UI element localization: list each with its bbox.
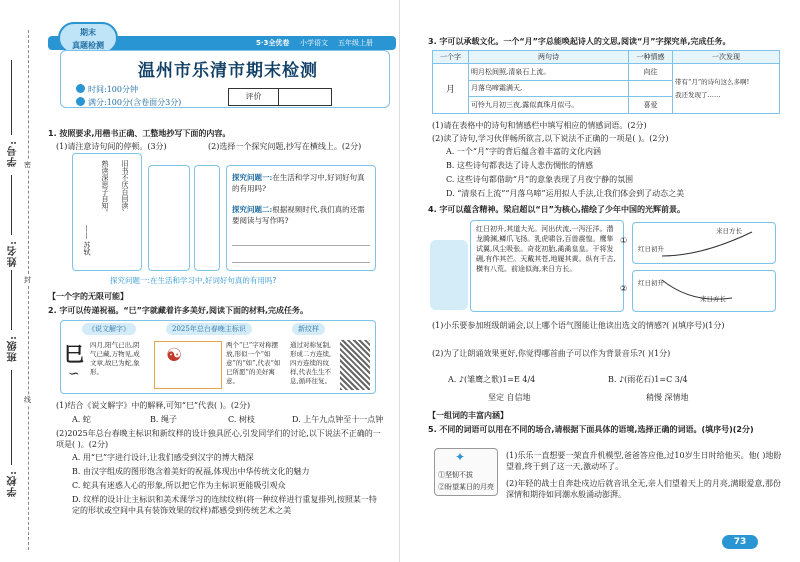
series-label: 5·3全优卷 — [256, 39, 290, 47]
verse-1: 明月松间照,清泉石上流。 — [469, 64, 629, 81]
class-line — [11, 270, 12, 330]
q5-sent-2: (2)年轻的战士自奔赴戍边后就音讯全无,亲人们望着天上的月亮,满眼爱意,那份深情和期待如同潮水般涌动澎湃。 — [506, 479, 781, 499]
poem-line1: 熟读深思子自知。 — [101, 160, 109, 216]
school-line — [11, 370, 12, 465]
q3-opt-a[interactable]: A. 一个“月”字的背后蕴含着丰富的文化内涵 — [446, 147, 602, 156]
char-moon: 月 — [433, 64, 469, 114]
tone-2-num: ② — [620, 284, 628, 293]
eval-box — [228, 88, 332, 106]
ruyi-logo-icon: ☯ — [166, 345, 183, 366]
seal-mi: 密 — [24, 161, 31, 169]
q2-opt-a[interactable]: A. 蛇 — [72, 415, 91, 424]
poem-line2: 旧书不厌百回读, — [121, 160, 129, 212]
q2-stmt-c[interactable]: C. 蛇具有迷惑人心的形象,所以把它作为主标识更能吸引观众 — [72, 481, 286, 490]
time-label: 时间:100分钟 — [88, 85, 138, 94]
tone-graph-2-curve — [632, 270, 776, 312]
q5-sent-1: (1)乐乐一直想要一架直升机模型,爸爸答应他,过10岁生日时给他买。他( )地盼望着,终于到了这一天,激动坏了。 — [506, 451, 782, 471]
tone-1-start: 红日初升 — [638, 245, 664, 253]
col-emotion: 一种情感 — [629, 51, 673, 64]
q3-opt-b[interactable]: B. 这些诗句都表达了诗人悲伤惆怅的情感 — [446, 161, 593, 170]
tab-shuowen: 《说文解字》 — [82, 323, 136, 335]
school-label: 学校: — [8, 470, 19, 497]
explore1-text: 在生活和学习中,好词好句真的有用吗? — [232, 173, 365, 193]
q2-sub2: (2)2025年总台春晚主标识和新纹样的设计独具匠心,引发同学们的讨论,以下说法不正确的一项是( )。(2分) — [56, 429, 381, 449]
music-a-desc: 坚定 自信地 — [488, 393, 531, 402]
discovery-cell — [673, 64, 780, 114]
name-label: 姓名: — [8, 240, 19, 267]
tone-1-num: ① — [620, 236, 628, 245]
explore2-text: 根据视频时代,我们真的还需要阅读与写作吗? — [232, 205, 365, 225]
q2-stmt-b[interactable]: B. 由汉字组成的图形饱含着美好的祝福,体现出中华传统文化的魅力 — [72, 467, 310, 476]
q3-opt-c[interactable]: C. 这些诗句都借助“月”的意象表现了月夜宁静的氛围 — [446, 175, 634, 184]
q2-text: 2. 字可以传递祝福。“巳”字就藏着许多美好,阅读下面的材料,完成任务。 — [48, 306, 308, 315]
q1-caption: 探究问题一:在生活和学习中,好词好句真的有用吗? — [110, 276, 277, 285]
emotion-2[interactable] — [629, 80, 673, 97]
verse-3: 可怜九月初三夜,露似真珠月似弓。 — [469, 97, 629, 114]
col-verses: 两句诗 — [469, 51, 629, 64]
material-3-text: 通过对称复制,形成二方连续,四方连续的纹样,代表生生不息,循环往复。 — [290, 341, 332, 385]
eval-label: 评价 — [229, 89, 279, 105]
spine — [399, 0, 400, 562]
verse-2: 月落乌啼霜满天, — [469, 80, 629, 97]
clock-icon — [76, 84, 85, 93]
kite-icon: ✦ — [455, 450, 466, 464]
material-1-text: 四月,阳气已出,阴气已藏,万物见,成文章,故巳为蛇,象形。 — [90, 341, 140, 376]
answer-line-2[interactable] — [232, 262, 370, 263]
answer-line-1[interactable] — [232, 245, 370, 246]
q2-stmt-d[interactable]: D. 纹样的设计让主标识和美术课学习的连续纹样(将一种纹样进行重复排列,按照某一特定的形状或空间中具有装饰效果的纹样)都感受到传统艺术之美 — [72, 495, 377, 515]
section-1-title: 【一个字的无限可能】 — [48, 291, 128, 301]
moon-table — [432, 50, 780, 114]
section-2-title: 【一组词的丰富内涵】 — [428, 410, 508, 420]
id-line — [11, 60, 12, 135]
subject-label: 小学语文 — [300, 39, 328, 47]
col-discovery: 一次发现 — [673, 51, 780, 64]
badge-line2: 真题检测 — [72, 41, 104, 50]
seal-feng: 封 — [24, 276, 31, 284]
tone-2-start: 红日初升 — [638, 279, 664, 287]
q3-opt-d[interactable]: D. “清泉石上流”“月落乌啼”运用拟人手法,让我们体会到了动态之美 — [446, 189, 685, 198]
copy-grid-1[interactable] — [148, 165, 190, 271]
snake-glyph-icon: ∽ — [68, 366, 80, 382]
col-char: 一个字 — [433, 51, 469, 64]
page-number: 73 — [722, 535, 758, 549]
q4-text: 4. 字可以蕴含精神。梁启超以“日”为核心,描绘了少年中国的光辉前景。 — [428, 205, 685, 214]
tab-new-pattern: 新纹样 — [292, 323, 325, 335]
seal-xian: 线 — [24, 396, 31, 404]
music-a[interactable]: A. ♪(雏鹰之歌)1=E 4/4 — [448, 375, 536, 384]
emotion-3: 喜爱 — [629, 97, 673, 114]
grade-label: 五年级上册 — [338, 39, 373, 47]
eval-field[interactable] — [279, 89, 331, 105]
tone-graph-1-curve — [632, 222, 776, 264]
word-2: ②盼望某日的月亮 — [438, 483, 494, 491]
class-label: 班级: — [8, 335, 19, 362]
q2-opt-b[interactable]: B. 绳子 — [150, 415, 177, 424]
si-glyph: 巳 — [64, 342, 84, 366]
q1-sub2: (2)选择一个探究问题,抄写在横线上。(2分) — [208, 142, 362, 151]
explore2 — [232, 204, 372, 226]
q2-opt-c[interactable]: C. 树枝 — [228, 415, 255, 424]
explore2-title: 探究问题二: — [232, 205, 273, 214]
cut-line — [28, 30, 29, 550]
discovery-2: 我还发现了…… — [675, 90, 721, 99]
q3-sub2: (2)读了诗句,学习伙伴畅所欲言,以下说法不正确的一项是( )。(2分) — [432, 134, 669, 143]
id-label: 学号: — [8, 140, 19, 167]
q2-sub1: (1)结合《说文解字》中的解释,可知“巳”代表( )。(2分) — [56, 401, 251, 410]
reading-boy-image — [430, 240, 468, 310]
gala-logo-image — [154, 341, 222, 389]
material-2-text: 两个“巳”字对称摆放,形似一个“如意”的“如”,代表“如巳所愿”的美好寓意。 — [226, 341, 281, 385]
explore1 — [232, 172, 372, 194]
q2-stmt-a[interactable]: A. 用“巳”字进行设计,让我们感受到汉字的博大精深 — [72, 453, 254, 462]
q2-opt-d[interactable]: D. 上午九点钟至十一点钟 — [292, 415, 384, 424]
explore1-title: 探究问题一: — [232, 173, 273, 182]
tone-2-end: 来日方长 — [700, 295, 726, 303]
page-title: 温州市乐清市期末检测 — [138, 61, 318, 81]
q1-text: 1. 按照要求,用楷书正确、工整地抄写下面的内容。 — [48, 129, 231, 138]
q3-sub1: (1)请在表格中的诗句和情感栏中填写相应的情感词语。(2分) — [432, 121, 647, 130]
q4-sub1: (1)小乐要参加班级朗诵会,以上哪个语气图能让他读出选文的情感?( )(填序号)(1分) — [432, 321, 725, 330]
copy-grid-2[interactable] — [194, 165, 220, 271]
passage-text: 红日初升,其道大光。河出伏流,一泻汪洋。潜龙腾渊,鳞爪飞扬。乳虎啸谷,百兽震惶。鹰隼试翼,风尘吸张。奇花初胎,矞矞皇皇。干将发硎,有作其芒。天戴其苍,地履其黄。纵有千古,横有八荒。前途似海,来日方长。 — [476, 225, 616, 273]
word-1: ①坚韧不拔 — [438, 471, 473, 479]
emotion-1: 向往 — [629, 64, 673, 81]
q4-sub2: (2)为了让朗诵效果更好,你觉得哪首曲子可以作为背景音乐?( )(1分) — [432, 349, 671, 358]
poem-author: —— 苏轼 — [83, 225, 91, 256]
music-b[interactable]: B. ♪(雨花石)1=C 3/4 — [608, 375, 688, 384]
q5-text: 5. 不同的词语可以用在不同的场合,请根据下面具体的语境,选择正确的词语。(填序号)(2分) — [428, 425, 754, 434]
name-line — [11, 175, 12, 235]
tab-gala-logo: 2025年总台春晚主标识 — [166, 323, 252, 335]
badge-line1: 期末 — [80, 28, 96, 37]
q3-text: 3. 字可以承载文化。一个“月”字总能唤起诗人的文思,阅读“月”字探究单,完成任务。 — [428, 37, 731, 46]
tone-1-end: 来日方长 — [716, 227, 742, 235]
score-label: 满分:100分(含卷面分3分) — [88, 98, 182, 107]
score-icon — [76, 97, 85, 106]
q1-sub1: (1)请注意诗句间的停顿。(3分) — [56, 142, 167, 151]
discovery-1: 带有“月”的诗句这么多啊! — [675, 77, 750, 86]
music-b-desc: 稍慢 深情地 — [646, 393, 689, 402]
pattern-image — [340, 340, 370, 390]
